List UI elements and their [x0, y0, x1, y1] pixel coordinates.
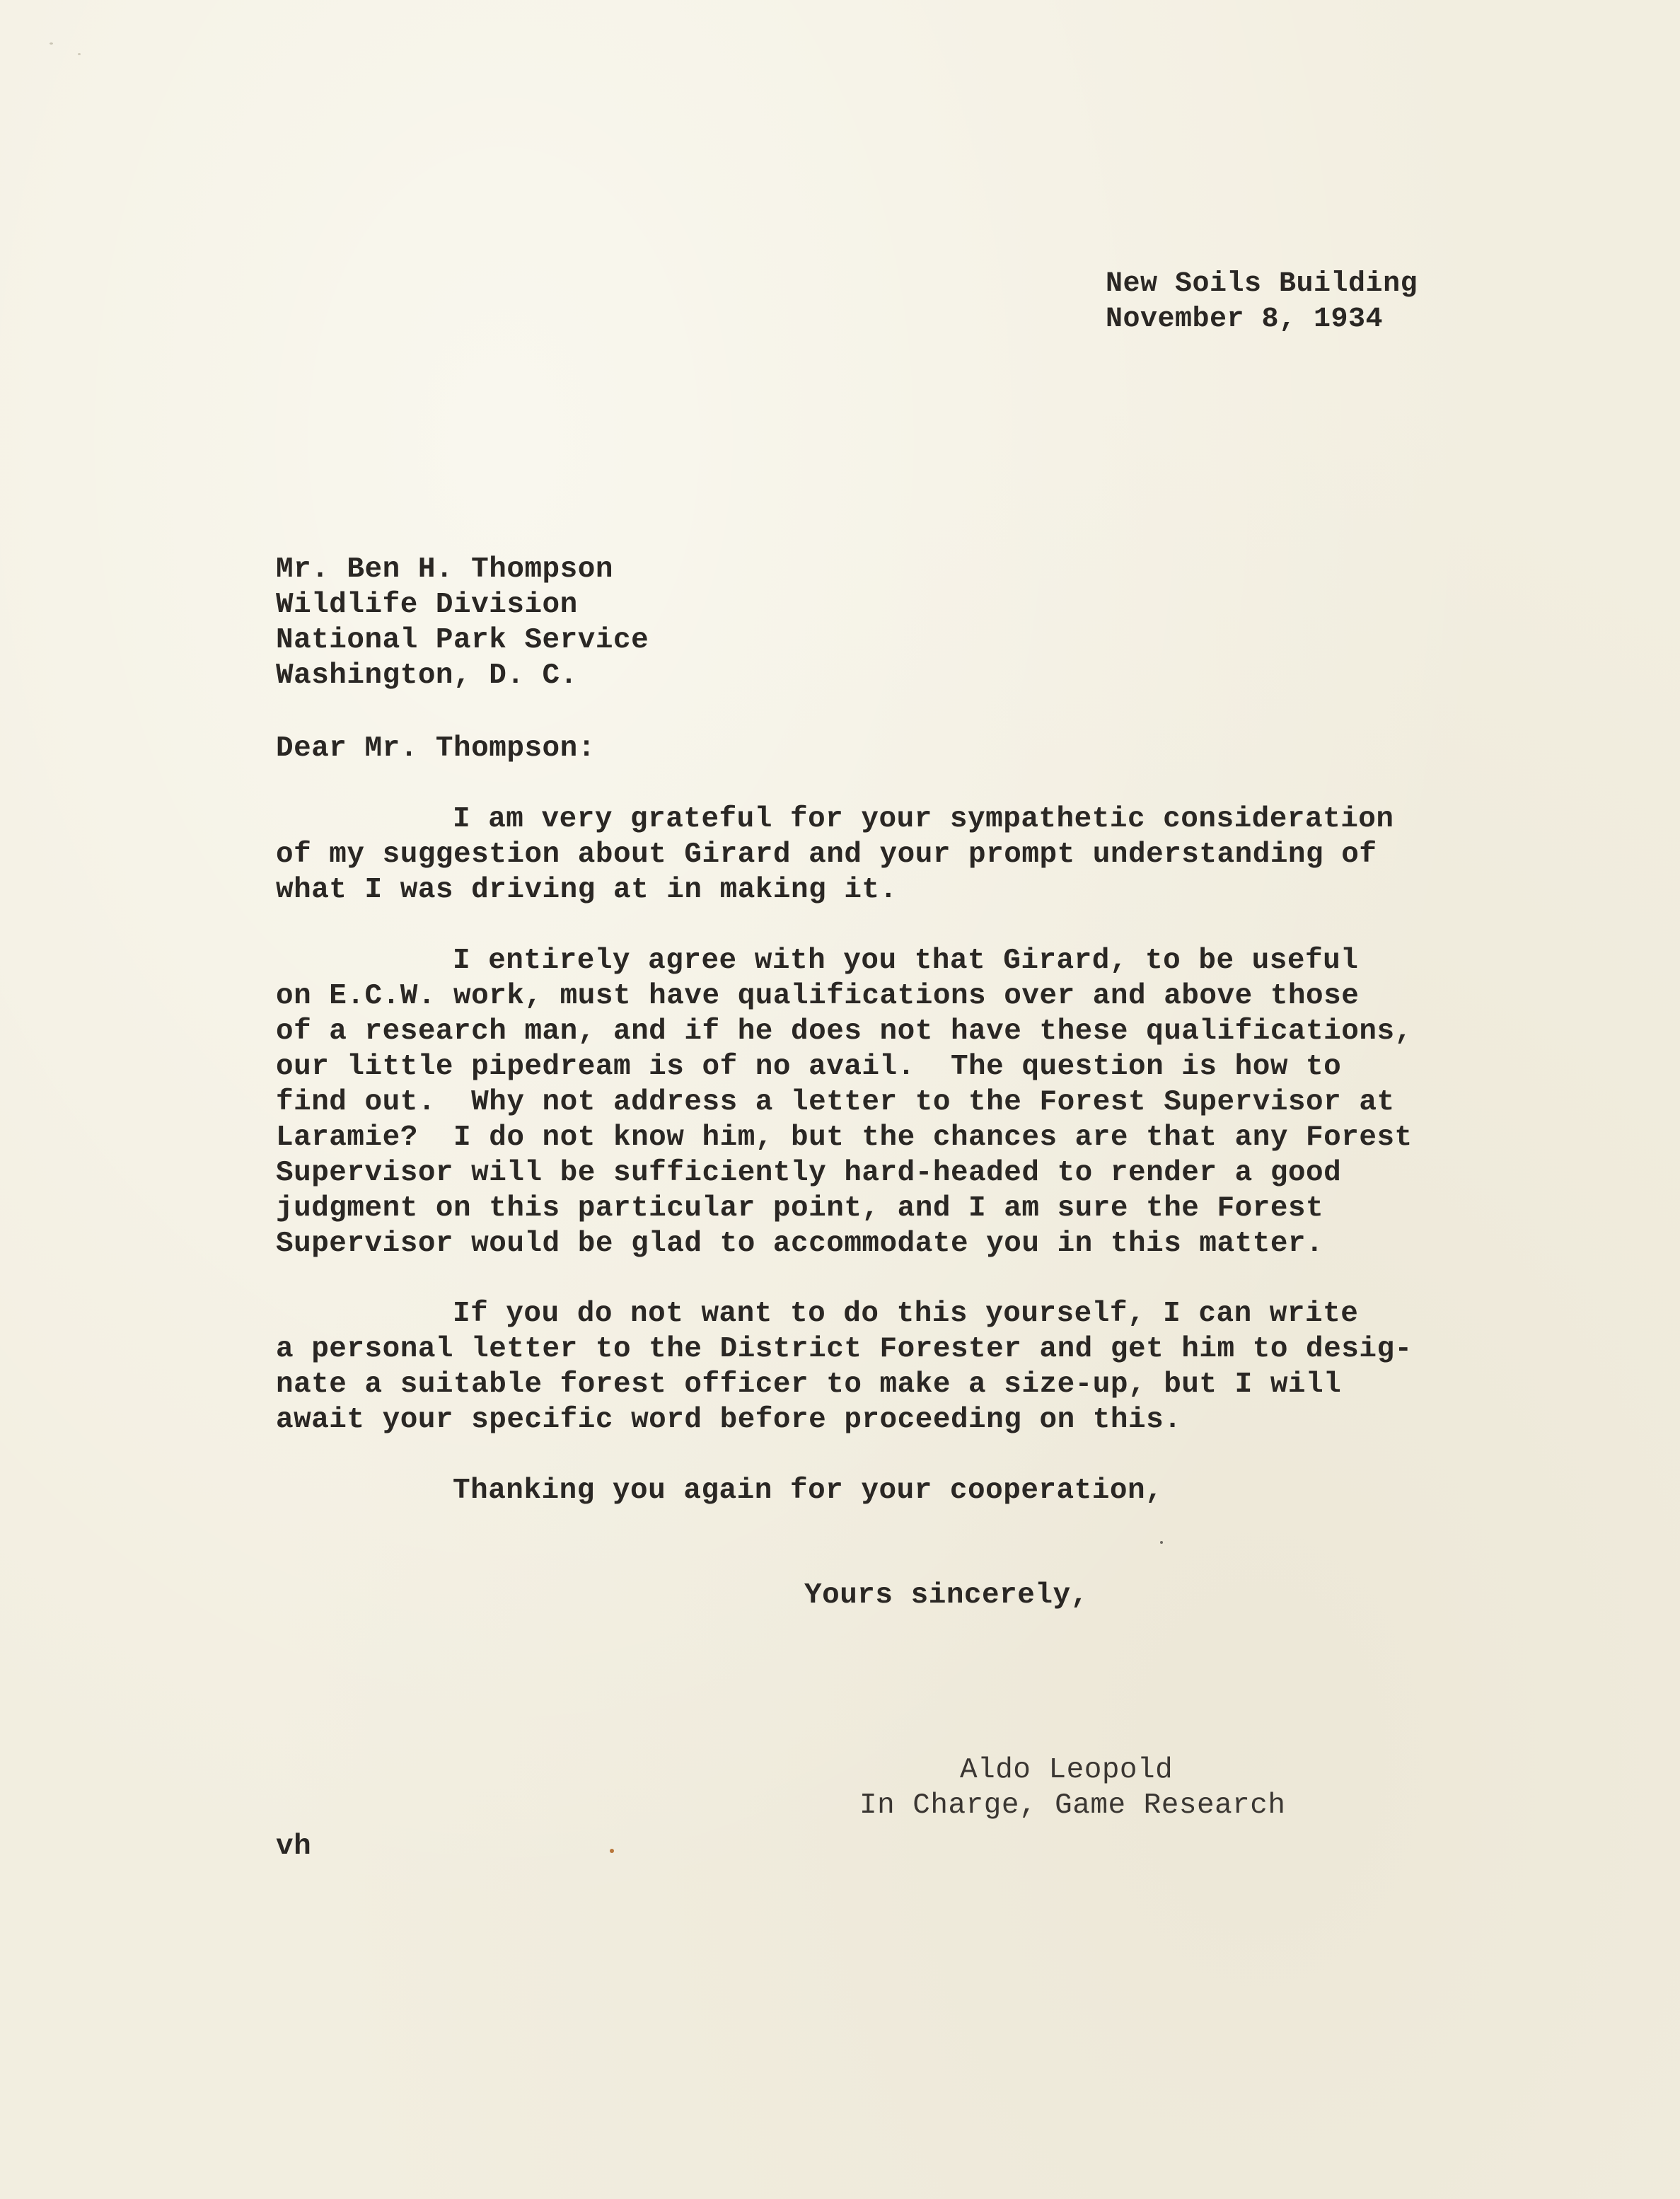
body-line: I am very grateful for your sympathetic consideration [453, 803, 1394, 836]
salutation: Dear Mr. Thompson: [276, 732, 596, 765]
paper-speck [50, 42, 53, 45]
signature-name: Aldo Leopold [960, 1754, 1174, 1787]
body-line: Supervisor will be sufficiently hard-headed to render a good [276, 1157, 1342, 1189]
body-line: await your specific word before proceeding on this. [276, 1404, 1182, 1436]
body-line: of a research man, and if he does not have these qualifications, [276, 1015, 1413, 1048]
paper-speck [610, 1849, 614, 1853]
closing: Yours sincerely, [804, 1579, 1089, 1612]
paper-speck [1160, 1541, 1163, 1544]
body-line: Laramie? I do not know him, but the chances are that any Forest [276, 1121, 1413, 1154]
body-line: judgment on this particular point, and I am sure the Forest [276, 1192, 1324, 1225]
inside-address-line: Wildlife Division [276, 589, 578, 621]
body-line: If you do not want to do this yourself, I can write [453, 1298, 1359, 1330]
body-line: nate a suitable forest officer to make a size-up, but I will [276, 1368, 1342, 1401]
body-line: our little pipedream is of no avail. The question is how to [276, 1051, 1342, 1083]
body-line: of my suggestion about Girard and your prompt understanding of [276, 838, 1377, 871]
signature-title: In Charge, Game Research [859, 1789, 1286, 1822]
heading-address: New Soils Building [1106, 268, 1418, 300]
body-line: on E.C.W. work, must have qualifications over and above those [276, 980, 1360, 1012]
body-line: find out. Why not address a letter to the Forest Supervisor at [276, 1086, 1395, 1119]
inside-address-line: Mr. Ben H. Thompson [276, 553, 613, 586]
body-line: I entirely agree with you that Girard, to be useful [453, 945, 1359, 977]
body-line: Supervisor would be glad to accommodate you in this matter. [276, 1228, 1324, 1260]
body-line: a personal letter to the District Forester and get him to desig- [276, 1333, 1413, 1366]
paper-speck [78, 53, 81, 55]
body-line: what I was driving at in making it. [276, 874, 898, 906]
inside-address-line: National Park Service [276, 624, 649, 657]
typist-initials: vh [276, 1830, 312, 1863]
body-line: Thanking you again for your cooperation, [453, 1474, 1164, 1507]
heading-date: November 8, 1934 [1106, 304, 1384, 335]
inside-address-line: Washington, D. C. [276, 659, 578, 692]
